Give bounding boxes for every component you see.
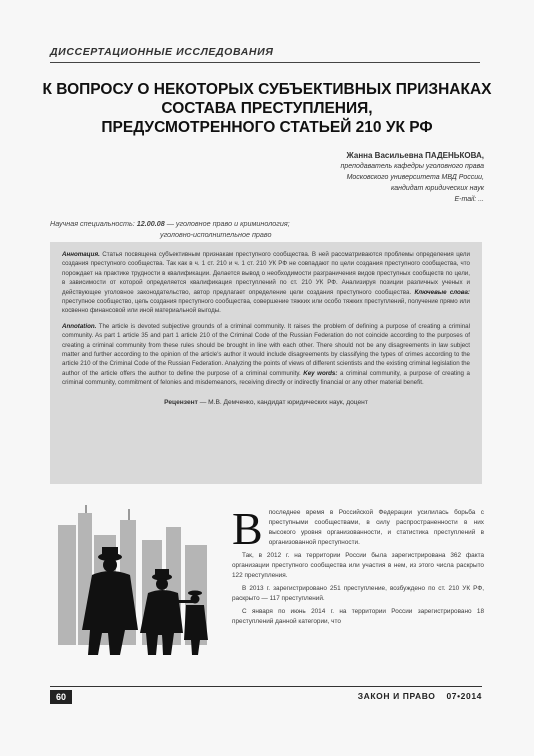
- section-header: [50, 46, 480, 63]
- body-paragraph: В 2013 г. зарегистрировано 251 преступление, возбуждено по ст. 210 УК РФ, раскрыто — 117 преступлений.: [232, 585, 484, 602]
- body-paragraph: Так, в 2012 г. на территории России была зарегистрирована 362 факта организации преступного сообщества или участия в нем, из этого числа раскрыто 122 преступления.: [232, 552, 484, 579]
- specialty-block: [50, 218, 490, 240]
- journal-issue: 07•2014: [446, 691, 482, 701]
- author-block: [224, 150, 484, 205]
- keywords-en-lead: Key words:: [303, 369, 338, 377]
- author-affiliation: Московского университета МВД России,: [346, 174, 484, 181]
- journal-name: ЗАКОН И ПРАВО: [357, 691, 436, 701]
- author-email: E-mail: ...: [454, 196, 484, 203]
- specialty-code: 12.00.08: [136, 219, 165, 228]
- keywords-ru-text: преступное сообщество, цель создания преступного сообщества, совершение тяжких или особо тяжких преступлений, получение прямо или косвенно финансовой или иной материальной выгоды.: [62, 298, 470, 315]
- body-paragraph: последнее время в Российской Федерации усилилась борьба с преступными сообществами, в силу распространенности в них высокого уровня организованности, и статистика преступлений в организованной преступности.: [268, 509, 484, 546]
- title-line: ПРЕДУСМОТРЕННОГО СТАТЬЕЙ 210 УК РФ: [101, 119, 433, 136]
- article-title: [40, 80, 494, 137]
- abstract-ru: [62, 250, 470, 316]
- abstract-en-text: The article is devoted subjective grounds of a criminal community. It raises the problem of defining a purpose of creating a criminal community. As part 1 article 35 and part 1 article 210 of the Criminal Code of the Russian Federation do not coincide according to the purposes of creating a criminal community from these rules should be brought in line with each other. There should not be any disagreements in law subject matter and further according to the opinion of the article's author it would include disagreements by classifying the types of crimes according to the article 210 of the Criminal Code of the Russian Federation. Analyzing the points of views of different scientists and the existing criminal legislation the author of the article offers the author to define the purpose of a criminal community.: [62, 322, 470, 377]
- author-position: преподаватель кафедры уголовного права: [340, 163, 484, 170]
- footer-divider: [50, 686, 482, 687]
- title-line: СОСТАВА ПРЕСТУПЛЕНИЯ,: [161, 100, 373, 117]
- dropcap: В: [232, 503, 263, 554]
- gangster-silhouette-illustration: [50, 505, 215, 665]
- body-paragraph: С января по июнь 2014 г. на территории России зарегистрировано 18 преступлений данной категории, что: [232, 608, 484, 625]
- specialty-text-2: уголовно-исполнительное право: [160, 230, 272, 239]
- keywords-en-text: a criminal community, a purpose of creating a criminal community, commitment of felonies and misdemeanors, receiving directly or indirectly financial or any other material benefit.: [62, 369, 470, 387]
- author-name: Жанна Васильевна ПАДЕНЬКОВА,: [346, 151, 484, 160]
- title-line: К ВОПРОСУ О НЕКОТОРЫХ СУБЪЕКТИВНЫХ ПРИЗНАКАХ: [42, 81, 492, 98]
- body-text: [232, 503, 484, 630]
- abstract-en: [62, 322, 470, 388]
- reviewer-label: Рецензент: [164, 398, 198, 406]
- page-number: 60: [50, 690, 72, 704]
- reviewer-line: [62, 398, 470, 408]
- keywords-ru-lead: Ключевые слова:: [414, 288, 470, 296]
- abstract-ru-text: Статья посвящена субъективным признакам преступного сообщества. В ней рассматриваются проблемы определения цели создания преступного сообщества. Так как в ч. 1 ст. 210 и ч. 1 ст. 210 УК РФ не совпадают по цели создания преступного сообщества, что порождает на практике трудности в квалификации. Делается вывод о необходимости разграничения видов преступных сообществ по цели, в зависимости от которой определяется квалификация преступлений по ст. 210 УК РФ. Анализируя позиции различных ученых и действующее уголовное законодательство, автор предлагает определение цели создания преступного сообщества.: [62, 251, 470, 296]
- abstract-en-lead: Annotation.: [62, 322, 97, 330]
- author-degree: кандидат юридических наук: [390, 185, 484, 192]
- abstract-box: [50, 242, 482, 484]
- specialty-text: — уголовное право и криминология;: [166, 219, 290, 228]
- journal-title: [358, 691, 482, 701]
- specialty-label: Научная специальность:: [50, 219, 135, 228]
- reviewer-text: — М.В. Демченко, кандидат юридических наук, доцент: [199, 398, 368, 406]
- section-header-label: ДИССЕРТАЦИОННЫЕ ИССЛЕДОВАНИЯ: [50, 46, 274, 58]
- abstract-ru-lead: Аннотация.: [62, 251, 100, 258]
